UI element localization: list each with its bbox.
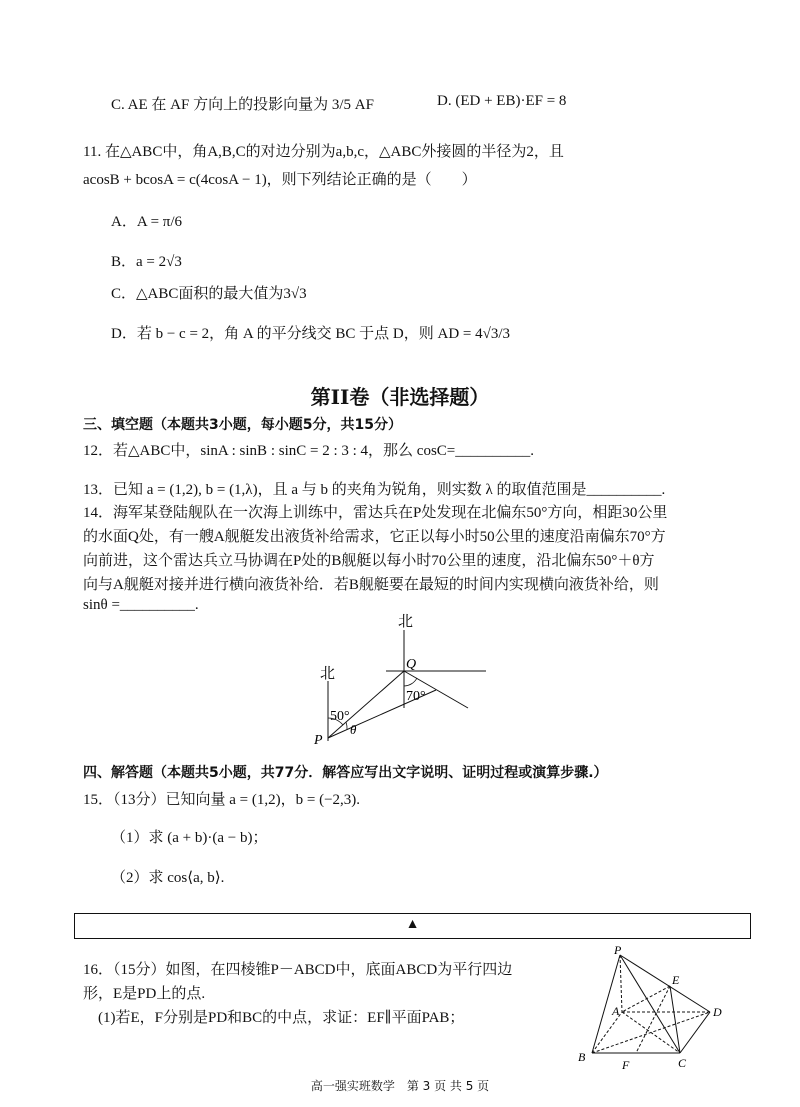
section3-heading: 三、填空题（本题共3小题，每小题5分，共15分） (83, 417, 402, 433)
q11-option-a: A．A = π/6 (111, 214, 183, 230)
north-label-p: 北 (320, 666, 336, 682)
segment-ea (622, 986, 670, 1012)
q11-option-c: C．△ABC面积的最大值为3√3 (111, 286, 307, 302)
vertex-label: E (672, 973, 680, 987)
part2-title: 第II卷（非选择题） (310, 385, 490, 409)
navigation-diagram (300, 608, 500, 748)
q11-option-d: D．若 b − c = 2，角 A 的平分线交 BC 于点 D，则 AD = 4√3/3 (111, 326, 511, 342)
point-label-p: P (314, 733, 323, 748)
segment-pq (328, 671, 404, 738)
q16-line1: 16．（15分）如图，在四棱锥P－ABCD中，底面ABCD为平行四边 (83, 962, 513, 978)
angle-label-theta: θ (350, 722, 357, 737)
q11-option-b: B．a = 2√3 (111, 254, 182, 270)
q13-text: 13．已知 a = (1,2), b = (1,λ)，且 a 与 b 的夹角为锐角，则实数 λ 的取值范围是__________. (83, 482, 666, 498)
q11-stem-line1: 11. 在△ABC中，角A,B,C的对边分别为a,b,c，△ABC外接圆的半径为2，且 (83, 144, 564, 160)
angle-arc-70 (404, 678, 417, 686)
point-label-q: Q (406, 657, 417, 672)
answer-marker: ▲ (405, 917, 420, 932)
page-footer: 高一强实班数学 第 3 页 共 5 页 (310, 1079, 490, 1093)
q14-line: 的水面Q处，有一艘A舰艇发出液货补给需求，它正以每小时50公里的速度沿南偏东70°方 (83, 529, 666, 545)
q12-text: 12．若△ABC中，sinA : sinB : sinC = 2 : 3 : 4，那么 cosC=__________. (83, 443, 534, 459)
angle-label-50: 50° (330, 709, 350, 724)
edge-ba (592, 1012, 622, 1053)
vertex-label: A (612, 1004, 620, 1018)
q16-line2: 形，E是PD上的点. (83, 986, 206, 1002)
segment-ec (670, 986, 680, 1053)
section4-heading: 四、解答题（本题共5小题，共77分．解答应写出文字说明、证明过程或演算步骤.） (83, 765, 608, 781)
q10-option-d: D. (ED + EB)·EF = 8 (437, 93, 567, 109)
edge-cd (680, 1012, 710, 1053)
q16-line3: (1)若E，F分别是PD和BC的中点，求证：EF∥平面PAB； (98, 1010, 465, 1026)
edge-pa (620, 955, 622, 1012)
q14-line: 14．海军某登陆舰队在一次海上训练中，雷达兵在P处发现在北偏东50°方向，相距30公里 (83, 505, 668, 521)
q11-stem-line2: acosB + bcosA = c(4cosA − 1)，则下列结论正确的是（ ） (83, 172, 477, 188)
north-label-q: 北 (398, 614, 414, 630)
vertex-label: C (678, 1056, 687, 1070)
vertex-label: D (713, 1005, 722, 1019)
edge-pd (620, 955, 710, 1012)
angle-label-70: 70° (406, 689, 426, 704)
q15-part1: （1）求 (a + b)·(a − b)； (111, 830, 268, 846)
vertex-label: F (622, 1058, 630, 1072)
q15-part2: （2）求 cos⟨a, b⟩. (111, 870, 225, 886)
q15-stem: 15．（13分）已知向量 a = (1,2)，b = (−2,3). (83, 792, 361, 808)
segment-ef (636, 986, 670, 1053)
q14-line: sinθ =__________. (83, 597, 199, 613)
pyramid-diagram (570, 945, 750, 1075)
q10-option-c: C. AE 在 AF 方向上的投影向量为 3/5 AF (111, 97, 374, 113)
diagonal-ac (622, 1012, 680, 1053)
vertex-label: P (614, 945, 622, 957)
q14-line: 向与A舰艇对接并进行横向液货补给．若B舰艇要在最短的时间内实现横向液货补给，则 (83, 577, 659, 593)
edge-pc (620, 955, 680, 1053)
q14-line: 向前进，这个雷达兵立马协调在P处的B舰艇以每小时70公里的速度，沿北偏东50°＋θ方 (83, 553, 655, 569)
vertex-label: B (578, 1050, 586, 1064)
answer-area (74, 913, 751, 939)
